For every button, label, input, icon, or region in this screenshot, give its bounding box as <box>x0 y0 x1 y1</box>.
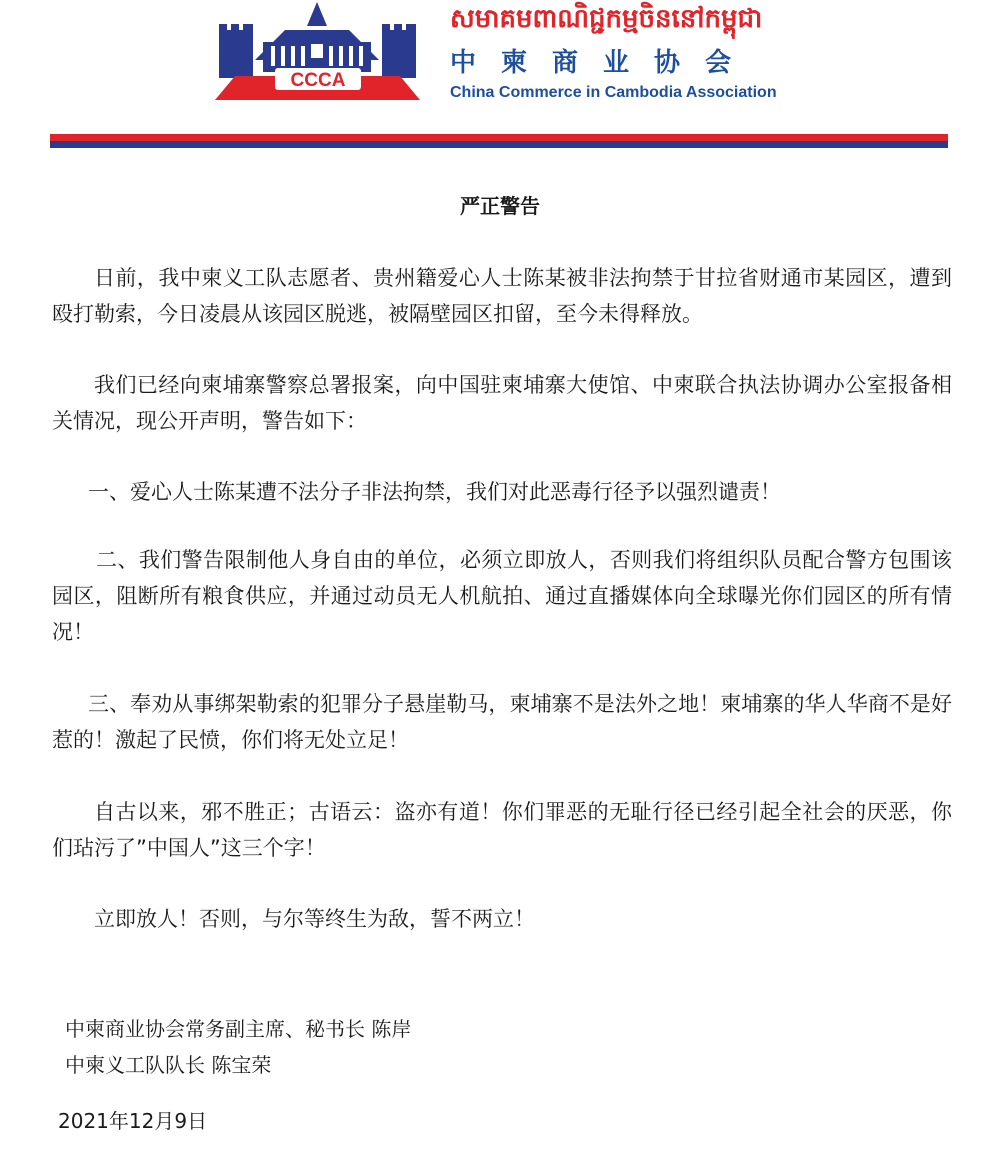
document-date: 2021年12月9日 <box>58 1109 208 1133</box>
english-org-name: China Commerce in Cambodia Association <box>450 84 777 101</box>
header-divider <box>50 134 948 148</box>
paragraph-point-3: 三、奉劝从事绑架勒索的犯罪分子悬崖勒马，柬埔寨不是法外之地！柬埔寨的华人华商不是好惹的！激起了民愤，你们将无处立足！ <box>52 692 952 752</box>
letterhead <box>0 0 1000 150</box>
paragraph-intro: 日前，我中柬义工队志愿者、贵州籍爱心人士陈某被非法拘禁于甘拉省财通市某园区，遭到殴打勒索，今日凌晨从该园区脱逃，被隔壁园区扣留，至今未得释放。 <box>52 266 952 326</box>
chinese-org-name: 中柬商业协会 <box>450 48 757 78</box>
signature-line-1: 中柬商业协会常务副主席、秘书长 陈岸 <box>65 1017 412 1041</box>
paragraph-point-2: 二、我们警告限制他人身自由的单位，必须立即放人，否则我们将组织队员配合警方包围该园区，阻断所有粮食供应，并通过动员无人机航拍、通过直播媒体向全球曝光你们园区的所有情况！ <box>52 548 952 644</box>
paragraph-ultimatum: 立即放人！否则，与尔等终生为敌，誓不两立！ <box>94 907 535 931</box>
logo-text: CCCA <box>290 70 346 91</box>
paragraph-report: 我们已经向柬埔寨警察总署报案，向中国驻柬埔寨大使馆、中柬联合执法协调办公室报备相关情况，现公开声明，警告如下： <box>52 373 952 433</box>
ccca-logo <box>215 0 420 105</box>
signature-line-2: 中柬义工队队长 陈宝荣 <box>65 1053 272 1077</box>
document-title: 严正警告 <box>460 194 540 218</box>
khmer-org-name: សមាគមពាណិជ្ជកម្មចិននៅកម្ពុជា <box>450 4 763 34</box>
paragraph-closing: 自古以来，邪不胜正；古语云：盗亦有道！你们罪恶的无耻行径已经引起全社会的厌恶，你们玷污了”中国人”这三个字！ <box>52 800 952 860</box>
paragraph-point-1: 一、爱心人士陈某遭不法分子非法拘禁，我们对此恶毒行径予以强烈谴责！ <box>88 480 781 504</box>
